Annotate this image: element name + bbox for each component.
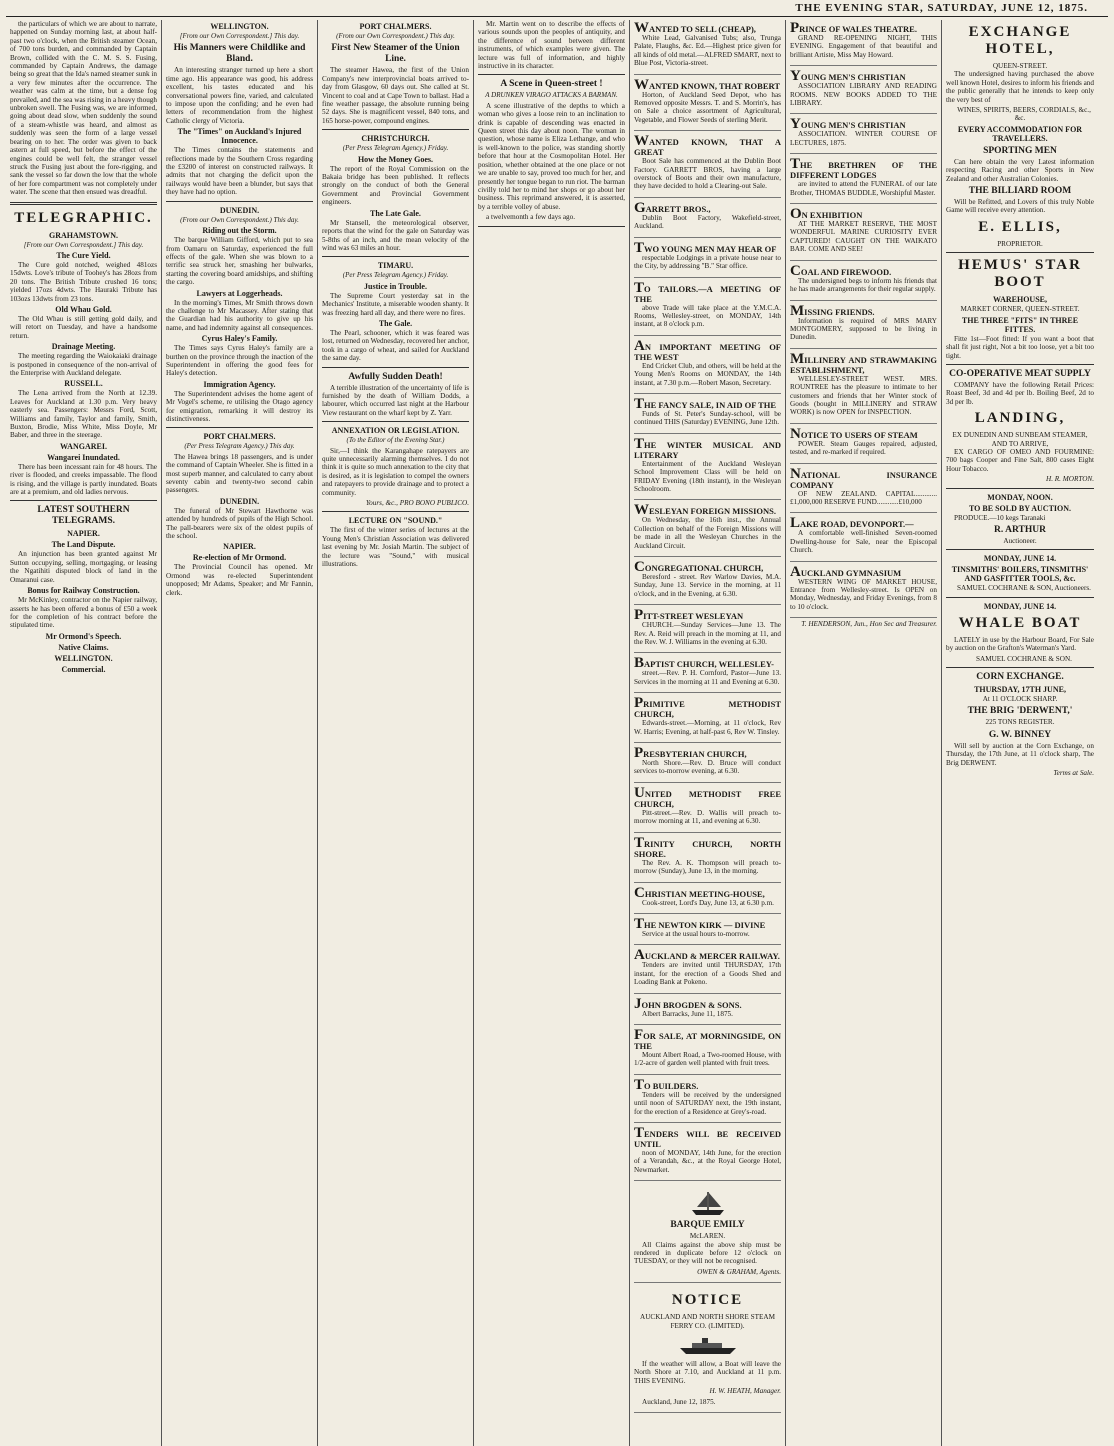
heading-annexation: ANNEXATION OR LEGISLATION. xyxy=(331,426,460,436)
heading-late-gale: The Late Gale. xyxy=(370,208,421,218)
heading-port-chalmers: PORT CHALMERS. xyxy=(203,432,276,442)
article-text: The meeting regarding the Waiokaiaki drainage is postponed in consequence of the non-arrival of the Enterprise with Auckland delegate. xyxy=(10,352,157,377)
article-text: The Cure gold notched, weighed 481ozs 15dwts. Love's tribute of Toohey's has 28ozs from 20 tons. The British Tribute crushed 16 tons; yielded 17ozs 4dwts. The Hauraki Tribute has 103ozs 13dwts from 23 tons. xyxy=(10,260,157,303)
classified-ad xyxy=(634,436,781,501)
ad-body: Edwards-street.—Morning, at 11 o'clock, Rev W. Harris; Evening, at half-past 6, Rev W. Tinsley. xyxy=(634,719,781,736)
ad-body: Service at the usual hours to-morrow. xyxy=(642,929,750,938)
column-2 xyxy=(162,20,318,1446)
heading-manners: His Manners were Childlike and Bland. xyxy=(173,43,306,65)
subheading: (To the Editor of the Evening Star.) xyxy=(346,436,445,445)
divider xyxy=(322,256,469,257)
heading-riding: Riding out the Storm. xyxy=(202,226,277,236)
ad-body: The undersigned begs to inform his friends that he has made arrangements for their regular supply. xyxy=(790,276,937,294)
ad-body: North Shore.—Rev. D. Bruce will conduct services to-morrow evening, at 6.30. xyxy=(634,759,781,776)
classified-ad xyxy=(634,785,781,833)
classified-ad xyxy=(790,116,937,154)
subheading: (Per Press Telegram Agency.) This day. xyxy=(184,442,295,451)
fitts-text: Fitte 1st—Foot fitted: If you want a boot that shall fit just right, Not a bit too loose, yet a bit too tight. xyxy=(946,334,1094,360)
classified-ads xyxy=(634,20,781,1181)
divider xyxy=(946,488,1094,489)
ad-body: Pitt-street.—Rev. D. Wallis will preach to-morrow morning at 11, and evening at 6.30. xyxy=(634,808,781,826)
heading-lecture: LECTURE ON "SOUND." xyxy=(348,516,443,526)
ad-body: are invited to attend the FUNERAL of our late Brother, THOMAS BUDDLE, Worshipful Master. xyxy=(790,180,937,197)
article-text: The Hawea brings 18 passengers, and is under the command of Captain Wheeler. She is fitted in a most superb manner, and calculated to carry about seventy cabin and twenty-two second cabin passengers. xyxy=(166,452,313,495)
exchange-hotel-title: EXCHANGE HOTEL, xyxy=(968,24,1072,57)
classified-ad xyxy=(634,280,781,336)
article-text: The Supreme Court yesterday sat in the Mechanics' Institute, a miserable wooden shanty. It was freezing hard all day, and there were no fires. xyxy=(322,291,469,317)
hemus-title: HEMUS' STAR BOOT xyxy=(958,257,1082,291)
article-text: The steamer Hawea, the first of the Union Company's new interprovincial boats arrived to-day from Glasgow, 60 days out. She called at St. Vincent to coal and at Cape Town to ballast. Had a fine weather passage, the absolute running being 52 days. She is magnificent vessel, 840 tons, and 165 horse-power, compound engines. xyxy=(322,66,469,125)
derwent: THE BRIG 'DERWENT,' xyxy=(967,706,1073,717)
notice-sub: AUCKLAND AND NORTH SHORE STEAM FERRY CO. (LIMITED). xyxy=(640,1313,775,1330)
ad-title: WANTED KNOWN, THAT A GREAT xyxy=(634,133,781,158)
classified-ad xyxy=(790,466,937,514)
article-text: A terrible illustration of the uncertainty of life is furnished by the death of William Dodds, a labourer, which occurred last night at the Harbour View restaurant on the wharf kept by Z. Yarr. xyxy=(322,383,469,417)
ad-title: PRINCE OF WALES THEATRE. xyxy=(790,20,917,36)
landing-sub: EX DUNEDIN AND SUNBEAM STEAMER, AND TO ARRIVE, xyxy=(952,431,1088,448)
heading-wangarei: WANGAREI. xyxy=(60,441,107,451)
cochrane: SAMUEL COCHRANE & SON, Auctioneers. xyxy=(957,584,1091,593)
ad-body: ASSOCIATION LIBRARY AND READING ROOMS. NEW BOOKS ADDED TO THE LIBRARY. xyxy=(790,82,937,108)
newspaper-page xyxy=(6,0,1108,1446)
article-text: In the morning's Times, Mr Smith throws down the challenge to Mr Macassey. After stating that the Guardian had his authority to give up his name, and had indemnity against all consequences. xyxy=(166,298,313,332)
classified-ad xyxy=(634,559,781,605)
sporting-text: Can here obtain the very Latest information respecting Racing and other Sports in New Zealand and other Australian Colonies. xyxy=(946,157,1094,183)
heading-ormond: Mr Ormond's Speech. xyxy=(45,631,122,641)
classified-ad xyxy=(634,947,781,993)
divider xyxy=(10,500,157,501)
landing-title: LANDING, xyxy=(974,410,1066,427)
article-text: The first of the winter series of lectures at the Young Men's Christian Association was delivered last evening by Mr. Josiah Martin. The subject of the lecture was "Sound," with musical illustrations. xyxy=(322,526,469,569)
ad-title: YOUNG MEN'S CHRISTIAN xyxy=(790,68,906,85)
divider xyxy=(946,549,1094,550)
article-text: There has been incessant rain for 48 hours. The river is flooded, and creeks impassable. The flood is rising, and the village is partly inundated. Boats are at a premium, and old ladies nervous. xyxy=(10,462,157,497)
article-text: The Times contains the statements and reflections made by the Southern Cross regarding the £3200 of interest on constructed railways. It admits that not charging the deficit upon the railways would have been a blunder, but says that they have had no option. xyxy=(166,146,313,197)
article-text: The Lena arrived from the North at 12.39. Leaves for Auckland at 1.30 p.m. Very heavy easterly sea. Passengers: Messrs Ford, Scott, Williams and family, Taylor and family, Smith, Buxton, Brodie, Miss White, Miss Doyle, Mr Baber, and three in the steerage. xyxy=(10,389,157,440)
classified-ad xyxy=(634,396,781,434)
column-3 xyxy=(318,20,474,1446)
monday-june-14-2: MONDAY, JUNE 14. xyxy=(983,601,1057,611)
heading-commercial: Commercial. xyxy=(61,664,106,674)
exchange-list: WINES, SPIRITS, BEERS, CORDIALS, &c., &c. xyxy=(957,106,1091,123)
billiard-title: THE BILLIARD ROOM xyxy=(968,186,1072,197)
barque-signature: OWEN & GRAHAM, Agents. xyxy=(697,1267,781,1276)
ad-title: TO TAILORS.—A MEETING OF THE xyxy=(634,279,781,304)
heading-dunedin-2: DUNEDIN. xyxy=(219,496,260,506)
article-text: a twelvemonth a few days ago. xyxy=(486,213,576,222)
ad-body: Tenders will be received by the undersigned until noon of SATURDAY next, the 19th instant, for the erection of a Residence at Grey's-road. xyxy=(634,1090,781,1116)
three-fits: THE THREE "FITS" IN THREE FITTES. xyxy=(961,315,1079,334)
heading-russell: RUSSELL. xyxy=(64,379,103,389)
ad-body: The Rev. A. K. Thompson will preach to-morrow (Sunday), June 13, in the morning. xyxy=(634,858,781,876)
ad-title: THE NEWTON KIRK — DIVINE xyxy=(634,915,766,932)
ad-body: Funds of St. Peter's Sunday-school, will be continued THIS (Saturday) EVENING, June 12th. xyxy=(634,409,781,427)
subheading: [From our Own Correspondent.] This day. xyxy=(179,32,300,40)
masthead: THE EVENING STAR, SATURDAY, JUNE 12, 1875. xyxy=(6,0,1108,17)
ad-body: Information is required of MRS MARY MONTGOMERY, supposed to be living in Dunedin. xyxy=(790,316,937,342)
barque-text: All Claims against the above ship must be rendered in duplicate before 12 o'clock on TUESDAY, or they will not be recognised. xyxy=(634,1240,781,1266)
classified-ad xyxy=(790,20,937,66)
ad-body: noon of MONDAY, 14th June, for the erection of a Verandah, &c., at the Royal George Hotel, Newmarket. xyxy=(634,1148,781,1174)
classified-ad xyxy=(634,1125,781,1181)
corn-exchange: CORN EXCHANGE. xyxy=(976,672,1064,682)
classified-ad xyxy=(634,20,781,75)
article-text: The Pearl, schooner, which it was feared was lost, returned on Wednesday, recovered her anchor, took in a cargo of wheat, and sailed for Auckland the same day. xyxy=(322,328,469,363)
steamer-icon xyxy=(678,1334,738,1356)
gym-signature: T. HENDERSON, Jun., Hon Sec and Treasurer. xyxy=(801,620,937,629)
notice-signature: H. W. HEATH, Manager. xyxy=(709,1387,781,1396)
article-text: The funeral of Mr Stewart Hawthorne was attended by hundreds of pupils of the High School. The pall-bearers were six of the oldest pupils of the school. xyxy=(166,506,313,541)
notice-text: If the weather will allow, a Boat will leave the North Shore at 7.10, and Auckland at 11 p.m. THIS EVENING. xyxy=(634,1360,781,1385)
classified-ad xyxy=(634,695,781,743)
ad-body: CHURCH.—Sunday Services—June 13. The Rev. A. Reid will preach in the morning at 11, and the Rev. W. J. Williams in the evening at 6.30. xyxy=(634,621,781,647)
heading-how-money: How the Money Goes. xyxy=(357,154,434,164)
article-text: The Provincial Council has opened. Mr Ormond was re-elected Superintendent unopposed; Mr Adams, Speaker; and Mr Fannin, clerk. xyxy=(166,563,313,597)
divider xyxy=(322,511,469,512)
article-text: An interesting stranger turned up here a short time ago. His appearance was good, his address excellent, his tastes educated and his conversational powers fine, varied, and calculated to impose upon the confiding; and he even had letters of recommendation from the highest Catholic clergy of Victoria. xyxy=(166,66,313,125)
ad-body: street.—Rev. P. H. Cornford, Pastor—June 13. Services in the morning at 11 and Evening at 6.30. xyxy=(634,669,781,686)
ad-title: THE WINTER MUSICAL AND LITERARY xyxy=(634,435,781,460)
classified-ad xyxy=(790,206,937,261)
classified-ad xyxy=(634,916,781,945)
heading-land-dispute: The Land Dispute. xyxy=(51,540,116,550)
column-1 xyxy=(6,20,162,1446)
classified-ad xyxy=(634,885,781,914)
heading-awful-death: Awfully Sudden Death! xyxy=(348,371,443,382)
ad-title: UNITED METHODIST FREE CHURCH, xyxy=(634,784,781,809)
classified-ads xyxy=(790,20,937,618)
classified-ad xyxy=(790,426,937,464)
whale-text: LATELY in use by the Harbour Board, For Sale by auction on the Grafton's Waterman's Yard. xyxy=(946,635,1094,653)
article-text: Sir,—I think the Karangahape ratepayers are quite unnecessarily alarming themselves. I do not think it is quite so much annexation to the city that is desired, as it is legislation to compel the owners and ratepayers to provide drainage and to protect a community. xyxy=(322,446,469,497)
heading-dunedin: DUNEDIN. xyxy=(219,205,260,215)
ad-title: TENDERS WILL BE RECEIVED UNTIL xyxy=(634,1124,781,1149)
ad-title: LAKE ROAD, DEVONPORT.— xyxy=(790,515,914,532)
ad-body: POWER. Steam Gauges repaired, adjusted, tested, and re-marked if required. xyxy=(790,439,937,457)
heading-grahamstown: GRAHAMSTOWN. xyxy=(49,230,118,240)
clock: At 11 O'CLOCK SHARP. xyxy=(982,695,1058,703)
classified-ad xyxy=(634,1027,781,1075)
subheading: A DRUNKEN VIRAGO ATTACKS A BARMAN. xyxy=(485,91,618,100)
ad-title: WESLEYAN FOREIGN MISSIONS. xyxy=(634,502,776,519)
binney: G. W. BINNEY xyxy=(988,729,1052,740)
ad-title: PRESBYTERIAN CHURCH, xyxy=(634,745,747,762)
co-op-title: CO-OPERATIVE MEAT SUPPLY xyxy=(949,368,1091,379)
ad-body: OF NEW ZEALAND. CAPITAL............£1,000,000 RESERVE FUND............£10,000 xyxy=(790,489,937,506)
divider xyxy=(946,597,1094,598)
heading-times: The "Times" on Auckland's Injured Innocence. xyxy=(177,127,302,146)
divider xyxy=(946,667,1094,668)
terms: Terms at Sale. xyxy=(1053,769,1094,778)
ellis-name: E. ELLIS, xyxy=(978,218,1062,235)
article-text: The barque William Gifford, which put to sea from Oamaru on Saturday, experienced the full effects of the gale. When she was blown to a terrific sea struck her, smashing her bulwarks, starting the covering board amidships, and shifting the cargo. xyxy=(166,236,313,287)
ad-title: COAL AND FIREWOOD. xyxy=(790,262,892,279)
ad-body: AT THE MARKET RESERVE, THE MOST WONDERFUL MARINE CURIOSITY EVER CAPTURED! CAUGHT ON THE WAIKATO BAR. COME AND SEE! xyxy=(790,220,937,254)
classified-ad xyxy=(634,502,781,557)
heading-lawyers: Lawyers at Loggerheads. xyxy=(196,288,283,298)
divider xyxy=(946,252,1094,253)
article-text: Mr Stansell, the meteorological observer, reports that the wind for the gale on Saturday was 5-8ths of an inch, and the mean velocity of the wind was 63 miles an hour. xyxy=(322,218,469,252)
ad-title: AN IMPORTANT MEETING OF THE WEST xyxy=(634,337,781,362)
classified-ad xyxy=(790,564,937,619)
heading-scene: A Scene in Queen-street ! xyxy=(500,79,603,90)
ad-body: End Cricket Club, and others, will be held at the Young Men's Rooms on MONDAY, the 14th instant, at 7.30 p.m.—Robert Mason, Secretary. xyxy=(634,361,781,387)
ad-title: WANTED KNOWN, THAT ROBERT xyxy=(634,76,781,93)
heading-wellington: WELLINGTON. xyxy=(54,653,113,663)
ship-icon xyxy=(688,1190,728,1216)
heading-cyrus: Cyrus Haley's Family. xyxy=(201,334,278,344)
sold-auction: TO BE SOLD BY AUCTION. xyxy=(968,503,1072,513)
derwent-sub: 225 TONS REGISTER. xyxy=(985,718,1055,727)
ad-title: AUCKLAND GYMNASIUM xyxy=(790,563,902,580)
classified-ad xyxy=(634,745,781,783)
divider xyxy=(946,364,1094,365)
travellers: EVERY ACCOMMODATION FOR TRAVELLERS. xyxy=(957,124,1083,143)
landing-text: EX CARGO OF OMEO AND FOURMINE: 700 bags Cooper and Fine Salt, 800 cases Eight Hour Tobacco. xyxy=(946,447,1094,473)
article-text: The Old Whau is still getting gold daily, and will retort on Tuesday, and have a handsome return. xyxy=(10,314,157,340)
divider xyxy=(322,367,469,368)
ad-body: respectable Lodgings in a private house near to the City, by addressing "B." Star office. xyxy=(634,253,781,271)
heading-bonus: Bonus for Railway Construction. xyxy=(27,586,140,596)
ellis-sub: PROPRIETOR. xyxy=(997,239,1043,248)
classified-ad xyxy=(790,156,937,204)
ad-title: MISSING FRIENDS. xyxy=(790,302,875,319)
ad-title: CONGREGATIONAL CHURCH, xyxy=(634,559,764,575)
divider xyxy=(166,201,313,202)
article-text: A scene illustrative of the depths to which a woman who gives a loose rein to an inclination to drink is capable of descending was enacted in Queen street this day about noon. The woman in question, whose name is Eliza Lethange, and who is well-known to the police, was standing shortly before that hour at the Cosmopolitan Hotel. Her position, whether obtained at the one place or not we are unable to say, proved too much for her, and presently her tongue began to run riot. The barman civilly told her to mind her shops or go about her business. This reprimand answered, it is asserted, by a terrible volley of abuse. xyxy=(478,101,625,211)
ad-title: GARRETT BROS., xyxy=(634,199,711,216)
subheading: (From our Own Correspondent.) This day. xyxy=(336,32,455,40)
arthur: R. ARTHUR xyxy=(994,524,1046,535)
article-text: The Superintendent advises the home agent of Mr Vogel's scheme, re utilising the Otago agency for emigration, remarking it will destroy its distinctiveness. xyxy=(166,389,313,423)
ad-title: TWO YOUNG MEN MAY HEAR OF xyxy=(634,239,777,256)
arthur-sub: Auctioneer. xyxy=(1003,536,1037,545)
classified-ad xyxy=(790,263,937,301)
ad-title: NATIONAL INSURANCE COMPANY xyxy=(790,465,937,490)
heading-native-claims: Native Claims. xyxy=(58,642,109,652)
divider xyxy=(322,129,469,130)
classified-ad xyxy=(634,1077,781,1123)
classified-ad xyxy=(634,133,781,198)
classified-ad xyxy=(634,240,781,278)
classified-ad xyxy=(634,607,781,653)
hemus-sub: WAREHOUSE, xyxy=(992,295,1047,305)
ad-title: FOR SALE, AT MORNINGSIDE, ON THE xyxy=(634,1026,781,1051)
heading-napier: NAPIER. xyxy=(67,529,100,539)
barque-sub: McLAREN. xyxy=(689,1232,726,1241)
divider xyxy=(322,421,469,422)
morton: H. R. MORTON. xyxy=(1046,475,1094,484)
column-4 xyxy=(474,20,630,1446)
ad-title: ON EXHIBITION xyxy=(790,206,863,223)
column-5 xyxy=(630,20,786,1446)
ad-title: PRIMITIVE METHODIST CHURCH, xyxy=(634,695,781,720)
subheading: (Per Press Telegram Agency.) Friday. xyxy=(342,271,449,280)
article-text: The report of the Royal Commission on the Bakaia bridge has been published. It reflects strongly on the conduct of both the General Government and Provincial Government engineers. xyxy=(322,164,469,207)
ad-body: Horton, of Auckland Seed Depot, who has Removed opposite Messrs. T. and S. Morrin's, has on Sale a choice assortment of Agricultural, Vegetable, and Flower Seeds of sterling Merit. xyxy=(634,90,781,124)
ad-body: GRAND RE-OPENING NIGHT, THIS EVENING. Engagement of that beautiful and brilliant Artiste, Miss May Howard. xyxy=(790,34,937,59)
ad-body: above Trade will take place at the Y.M.C.A. Rooms, Wellesley-street, on MONDAY, 14th instant, at 8 o'clock p.m. xyxy=(634,303,781,329)
divider xyxy=(478,74,625,75)
classified-ad xyxy=(634,77,781,132)
classified-ad xyxy=(790,68,937,114)
monday-noon: MONDAY, NOON. xyxy=(987,492,1053,502)
hemus-addr: MARKET CORNER, QUEEN-STREET. xyxy=(960,305,1080,314)
heading-port-chalmers: PORT CHALMERS. xyxy=(359,22,432,31)
classified-ad xyxy=(790,515,937,561)
ad-body: ASSOCIATION. WINTER COURSE OF LECTURES, 1875. xyxy=(790,130,937,147)
classified-ad xyxy=(634,655,781,693)
ad-title: PITT-STREET WESLEYAN xyxy=(634,607,744,624)
ad-title: TRINITY CHURCH, NORTH SHORE. xyxy=(634,834,781,859)
section-title-latest: LATEST SOUTHERN TELEGRAMS. xyxy=(37,505,130,527)
subheading: [From our Own Correspondent.] This day. xyxy=(23,240,144,249)
classified-ad xyxy=(634,996,781,1025)
ad-body: Mount Albert Road, a Two-roomed House, with 1/2-acre of garden well planted with fruit trees. xyxy=(634,1050,781,1068)
cochrane-2: SAMUEL COCHRANE & SON. xyxy=(976,654,1072,663)
heading-justice: Justice in Trouble. xyxy=(364,281,427,291)
ad-title: TO BUILDERS. xyxy=(634,1076,699,1093)
ad-title: BAPTIST CHURCH, WELLESLEY- xyxy=(634,655,774,672)
ad-body: Entertainment of the Auckland Wesleyan School Improvement Class will be held on FRIDAY Evening (18th instant), in the Wesleyan Schoolroom. xyxy=(634,459,781,493)
divider xyxy=(10,202,157,205)
column-6 xyxy=(786,20,942,1446)
ad-body: White Lead, Galvanised Tubs; also, Trunga Palate, Flaughs, &c. Ed.—Highest price given for all kinds of old metal.—ALFRED SMART, next to Blue Post, Victoria-street. xyxy=(634,34,781,68)
heading-reelection: Re-election of Mr Ormond. xyxy=(192,553,287,563)
heading-drainage: Drainage Meeting. xyxy=(51,342,116,352)
heading-cure-yield: The Cure Yield. xyxy=(56,250,111,260)
binney-text: Will sell by auction at the Corn Exchange, on Thursday, the 17th June, at 11 o'clock sharp, The Brig DERWENT. xyxy=(946,741,1094,767)
heading-napier: NAPIER. xyxy=(223,542,256,552)
notice-title: NOTICE xyxy=(671,1292,744,1309)
subheading: (Per Press Telegram Agency.) Friday. xyxy=(342,144,449,153)
heading-first-steamer: First New Steamer of the Union Line. xyxy=(331,43,460,65)
column-7 xyxy=(942,20,1098,1446)
ad-notice xyxy=(634,1285,781,1413)
signature: Yours, &c., PRO BONO PUBLICO. xyxy=(365,499,469,508)
ad-body: A comfortable well-finished Seven-roomed Dwelling-house for Sale, near the Episcopal Church. xyxy=(790,529,937,555)
heading-the-gale: The Gale. xyxy=(378,318,413,328)
monday-june-14: MONDAY, JUNE 14. xyxy=(983,554,1057,564)
article-text: Mr McKinley, contractor on the Napier railway, asserts he has been offered a bonus of £50 a week for the completion of his contract before the stipulated time. xyxy=(10,596,157,630)
divider xyxy=(166,427,313,428)
ad-body: Cook-street, Lord's Day, June 13, at 6.30 p.m. xyxy=(642,898,774,907)
classified-ad xyxy=(634,338,781,394)
ad-title: THE FANCY SALE, IN AID OF THE xyxy=(634,395,777,412)
ad-title: JOHN BROGDEN & SONS. xyxy=(634,995,742,1012)
section-title-telegraphic: TELEGRAPHIC. xyxy=(14,209,153,226)
heading-old-whau: Old Whau Gold. xyxy=(55,304,112,314)
sporting-title: SPORTING MEN xyxy=(983,145,1057,156)
article-text: Mr. Martin went on to describe the effects of various sounds upon the peoples of antiquity, and the difference of sound between different instruments, of which examples were given. The lecture was full of information, and highly instructive in its character. xyxy=(478,20,625,71)
tinsmiths: TINSMITHS' BOILERS, TINSMITHS' AND GASFITTER TOOLS, &c. xyxy=(951,565,1089,584)
billiard-text: Will be Refitted, and Lovers of this truly Noble Game will receive every attention. xyxy=(946,198,1094,215)
thursday: THURSDAY, 17TH JUNE, xyxy=(974,685,1066,694)
exchange-sub: QUEEN-STREET. xyxy=(992,62,1048,70)
ad-title: NOTICE TO USERS OF STEAM xyxy=(790,425,918,442)
heading-christchurch: CHRISTCHURCH. xyxy=(361,134,430,144)
classified-ad xyxy=(790,351,937,424)
co-op-text: COMPANY have the following Retail Prices: Roast Beef, 3d and 4d per lb. Boiling Beef, 2d to 3d per lb. xyxy=(946,380,1094,406)
ad-title: MILLINERY AND STRAWMAKING ESTABLISHMENT, xyxy=(790,350,937,375)
exchange-text: The undersigned having purchased the above well known Hotel, desires to inform his friends and the public generally that he intends to keep only the very best of xyxy=(946,70,1094,104)
ad-title: CHRISTIAN MEETING-HOUSE, xyxy=(634,884,765,901)
ad-body: Dublin Boot Factory, Wakefield-street, Auckland. xyxy=(634,213,781,231)
barque-title: BARQUE EMILY xyxy=(670,1220,745,1231)
ad-body: Beresford - street. Rev Warlow Davies, M.A. Sunday, June 13. Service in the morning, at 11 o'clock, and in the Evening, at 6.30. xyxy=(634,573,781,598)
heading-immigration: Immigration Agency. xyxy=(203,379,276,389)
ad-body: Boot Sale has commenced at the Dublin Boot Factory. GARRETT BROS, having a large overstock of Boots and their own manufacture, they have decided to hold a Clearing-out Sale. xyxy=(634,157,781,191)
ad-body: WELLESLEY-STREET WEST. MRS. ROUNTREE has the pleasure to intimate to her customers and friends that her Winter stock of Goods (bought in MILLINERY and STRAW WORK) is now OPEN for INSPECTION. xyxy=(790,374,937,417)
produce: PRODUCE.—10 kegs Taranaki xyxy=(954,513,1046,522)
columns xyxy=(6,20,1108,1446)
article-text: The Times says Cyrus Haley's family are a burthen on the province through the inaction of the Superintendent in offering the good fees for Haley's detection. xyxy=(166,344,313,378)
ad-title: YOUNG MEN'S CHRISTIAN xyxy=(790,116,906,133)
heading-timaru: TIMARU. xyxy=(377,261,414,271)
article-text: An injunction has been granted against Mr Sutton occupying, selling, mortgaging, or leasing the Ngatihiti disputed block of land in the Omaranui case. xyxy=(10,550,157,584)
ad-title: AUCKLAND & MERCER RAILWAY. xyxy=(634,947,780,964)
ad-title: THE BRETHREN OF THE DIFFERENT LODGES xyxy=(790,156,937,181)
subheading: (From our Own Correspondent.) This day. xyxy=(180,215,299,224)
heading-wangarei-inundated: Wangarei Inundated. xyxy=(47,452,120,462)
intro-text: the particulars of which we are about to narrate, happened on Sunday morning last, at about half-past two o'clock, when the British steamer Ocean, of 700 tons burden, and commanded by Captain Brown, collided with the C. M. S. S. Fusing, commanded by Captain Andrews, the damage being so great that the Ida's named steamer sunk in a very few minutes after the occurrence. The weather was calm at the time, but a dense fog prevailed, and the sea was rising in a heavy though unbroken swell. The Fusing was, we are informed, going about dead slow, when suddenly the sound of a steam-whistle was heard, and almost as suddenly was seen the form of a large vessel bearing on to her. The order was given to back astern at full speed, but before the effect of the engines could be well felt, the stranger vessel struck the Fusing just about the fore-rigging, and sank the vessel so far down the low that the whole of her fore compartment was not completely under water. The scene that then ensued was dreadful. xyxy=(10,20,157,197)
ad-body: WESTERN WING OF MARKET HOUSE, Entrance from Wellesley-street. Is OPEN on Monday, Wednesday, and Friday Evenings, from 8 to 10 o'clock. xyxy=(790,577,937,611)
divider xyxy=(478,226,625,227)
ad-body: Albert Barracks, June 11, 1875. xyxy=(642,1009,733,1018)
notice-date: Auckland, June 12, 1875. xyxy=(642,1397,716,1406)
classified-ad xyxy=(634,200,781,238)
classified-ad xyxy=(634,835,781,883)
ad-body: On Wednesday, the 16th inst., the Annual Collection on behalf of the Foreign Missions will be made in all the Wesleyan Churches in the Auckland Circuit. xyxy=(634,516,781,550)
whale-boat: WHALE BOAT xyxy=(958,614,1082,631)
ad-barque xyxy=(634,1183,781,1283)
heading-wellington: WELLINGTON. xyxy=(210,22,269,31)
ad-title: WANTED TO SELL (CHEAP), xyxy=(634,20,756,36)
classified-ad xyxy=(790,303,937,349)
ad-body: Tenders are invited until THURSDAY, 17th instant, for the erection of a Goods Shed and Loading Bank at Pokeno. xyxy=(634,961,781,987)
